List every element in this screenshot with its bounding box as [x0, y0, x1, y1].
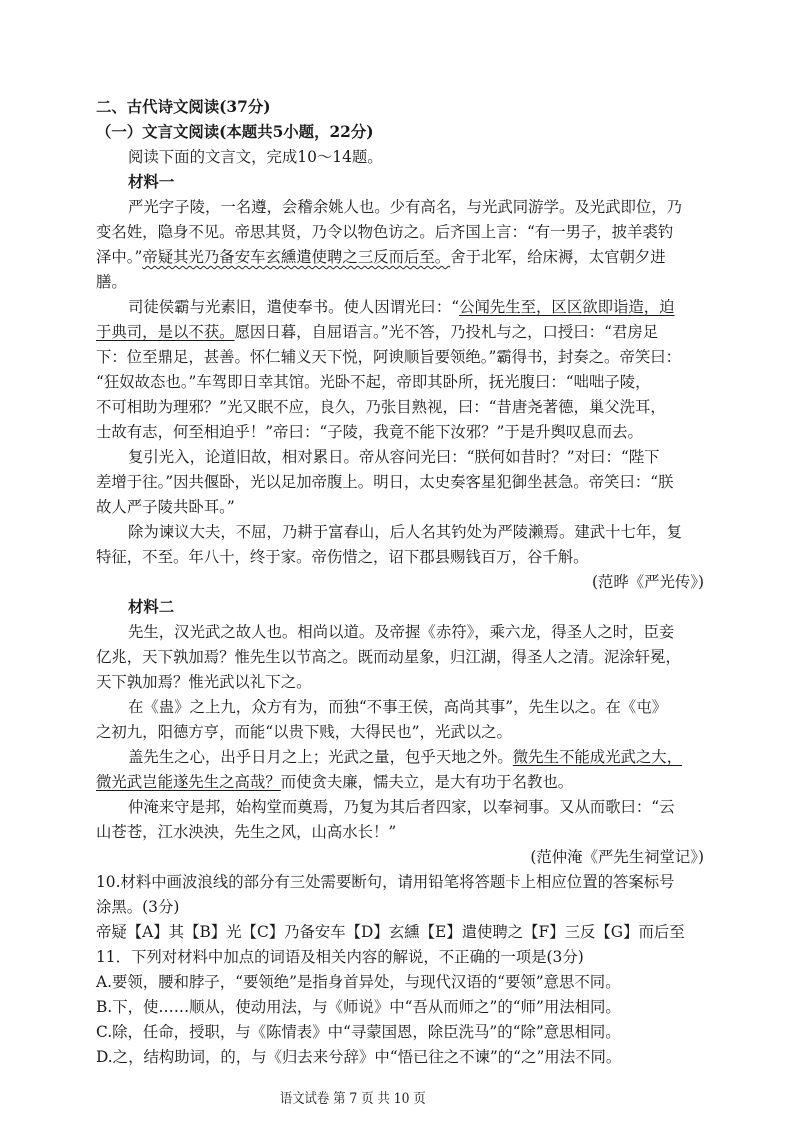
material-one-source: (范晔《严光传》) [591, 573, 704, 591]
paragraph-line: 复引光入，论道旧故，相对累日。帝从容问光曰：“朕何如昔时？”对曰：“陛下 [128, 448, 660, 466]
paragraph-line: 故人严子陵共卧耳。” [96, 498, 235, 516]
question-11-option-d: D.之，结构助词，的，与《归去来兮辞》中“悟已往之不谏”的“之”用法不同。 [96, 1048, 622, 1066]
paragraph-line: 士故有志，何至相迫乎！”帝曰：“子陵，我竟不能下汝邪？”于是升舆叹息而去。 [96, 423, 643, 441]
paragraph-line: 膳。 [96, 273, 127, 291]
paragraph-line: 严光字子陵，一名遵，会稽余姚人也。少有高名，与光武同游学。及光武即位，乃 [128, 198, 683, 216]
material-two-source: (范仲淹《严先生祠堂记》) [530, 848, 704, 866]
text-segment: 舍于北军，给床褥，太官朝夕进 [450, 248, 666, 266]
instruction-text: 阅读下面的文言文，完成10～14题。 [128, 148, 383, 166]
paragraph-line: 仲淹来守是邦，始构堂而奠焉，乃复为其后者四家，以奉祠事。又从而歌曰：“云 [128, 798, 675, 816]
paragraph-line: 下：位至鼎足，甚善。怀仁辅义天下悦，阿谀顺旨要领绝。”霸得书，封奏之。帝笑曰： [96, 348, 682, 366]
underlined-sentence: 微先生不能成光武之大， [512, 748, 683, 766]
question-10-options: 帝疑【A】其【B】光【C】乃备安车【D】玄纁【E】遣使聘之【F】三反【G】而后至 [96, 923, 685, 941]
text-segment: 司徒侯霸与光素旧，遣使奉书。使人因谓光曰：“ [128, 298, 460, 316]
paragraph-line: 山苍苍，江水泱泱，先生之风，山高水长！” [96, 823, 397, 841]
question-11-option-a: A.要领，腰和脖子，“要领绝”是指身首异处，与现代汉语的“要领”意思不同。 [96, 973, 621, 991]
paragraph-line: 差增于往。”因共偃卧，光以足加帝腹上。明日，太史奏客星犯御坐甚急。帝笑曰：“朕 [96, 473, 674, 491]
text-segment: 泽中。” [96, 248, 143, 266]
question-11-option-b: B.下，使……顺从，使动用法，与《师说》中“吾从而师之”的“师”用法相同。 [96, 998, 621, 1016]
paragraph-line: 在《蛊》之上九，众方有为，而独“不事王侯，高尚其事”，先生以之。在《屯》 [128, 698, 668, 716]
paragraph-line: 不可相助为理邪？”光又眠不应，良久，乃张目熟视，曰：“昔唐尧著德，巢父洗耳， [96, 398, 666, 416]
text-segment: 盖先生之心，出乎日月之上；光武之量，包乎天地之外。 [128, 748, 513, 766]
paragraph-line: 变名姓，隐身不见。帝思其贤，乃令以物色访之。后齐国上言：“有一男子，披羊裘钓 [96, 223, 674, 241]
wavy-underlined-sentence: 帝疑其光乃备安车玄纁遣使聘之三反而后至。 [142, 248, 451, 266]
material-one-heading: 材料一 [128, 173, 175, 191]
paragraph-line: “狂奴故态也。”车驾即日幸其馆。光卧不起，帝即其卧所，抚光腹曰：“咄咄子陵， [96, 373, 651, 391]
question-11-option-c: C.除，任命，授职，与《陈情表》中“寻蒙国恩，除臣洗马”的“除”意思相同。 [96, 1023, 621, 1041]
paragraph-line: 先生，汉光武之故人也。相尚以道。及帝握《赤符》，乘六龙，得圣人之时，臣妾 [128, 623, 675, 641]
section-title: 二、古代诗文阅读(37分) [96, 98, 271, 116]
underlined-sentence: 微光武岂能遂先生之高哉？ [96, 773, 281, 791]
text-segment: 愿因日暮，自屈语言。”光不答，乃投札与之，口授曰：“君房足 [234, 323, 659, 341]
underlined-sentence: 公闻先生至，区区欲即诣造，迫 [459, 298, 675, 316]
question-10-stem-cont: 涂黑。(3分) [96, 898, 180, 916]
paragraph-line: 特征，不至。年八十，终于家。帝伤惜之，诏下郡县赐钱百万，谷千斛。 [96, 548, 589, 566]
subsection-title: （一）文言文阅读(本题共5小题，22分) [96, 123, 374, 141]
paragraph-line: 之初九，阳德方亨，而能“以贵下贱，大得民也”，光武以之。 [96, 723, 512, 741]
paragraph-line: 除为谏议大夫，不屈，乃耕于富春山，后人名其钓处为严陵濑焉。建武十七年，复 [128, 523, 683, 541]
material-two-heading: 材料二 [128, 598, 175, 616]
underlined-sentence: 于典司，是以不获。 [96, 323, 235, 341]
paragraph-line: 天下孰加焉？惟光武以礼下之。 [96, 673, 312, 691]
question-11-stem: 11．下列对材料中加点的词语及相关内容的解说，不正确的一项是(3分) [96, 948, 584, 966]
paragraph-line: 亿兆，天下孰加焉？惟先生以节高之。既而动星象，归江湖，得圣人之清。泥涂轩冕， [96, 648, 681, 666]
page-footer: 语文试卷 第 7 页 共 10 页 [279, 1091, 426, 1107]
text-segment: 而使贪夫廉，懦夫立，是大有功于名教也。 [280, 773, 574, 791]
question-10-stem: 10.材料中画波浪线的部分有三处需要断句，请用铅笔将答题卡上相应位置的答案标号 [96, 873, 675, 891]
